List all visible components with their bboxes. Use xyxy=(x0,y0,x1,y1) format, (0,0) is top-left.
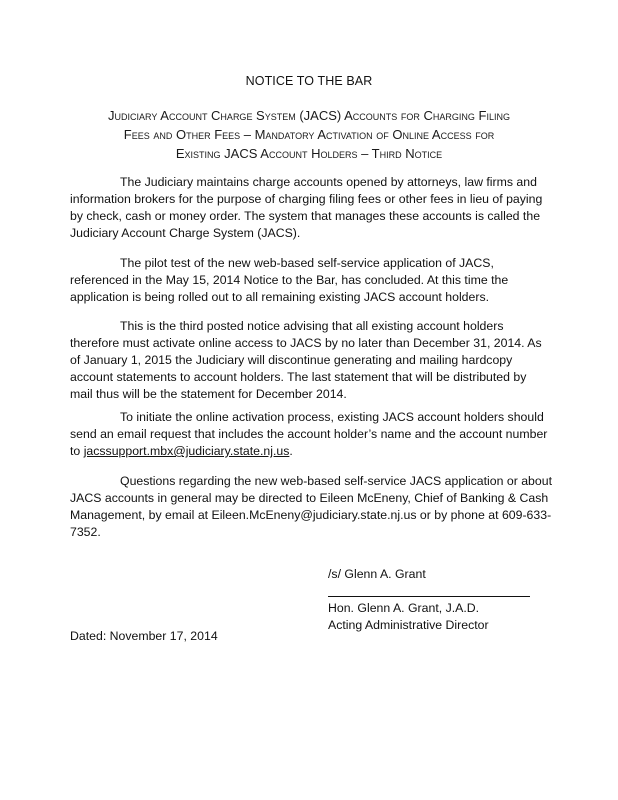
paragraph-charge-accounts: The Judiciary maintains charge accounts opened by attorneys, law firms and information brokers for the purpose of charging filing fees or other fees in lieu of paying by check, cash or money order. The system that manages these accounts is called the Judiciary Account Charge System (JACS). xyxy=(70,175,543,240)
activation-end: . xyxy=(289,444,293,458)
title-line-2: Fees and Other Fees – Mandatory Activation of Online Access for xyxy=(123,127,495,142)
paragraph-activation xyxy=(70,409,552,460)
paragraph-pilot-test: The pilot test of the new web-based self-service application of JACS, referenced in the May 15, 2014 Notice to the Bar, has concluded. At this time the application is being rolled out to all remaining existing JACS account holders. xyxy=(70,256,509,304)
signature-rule xyxy=(328,596,530,597)
paragraph-third-notice: This is the third posted notice advising that all existing account holders therefore must activate online access to JACS by no later than December 31, 2014. As of January 1, 2015 the Judiciary will discontinue generating and mailing hardcopy account statements to account holders. The last statement that will be distributed by mail thus will be the statement for December 2014. xyxy=(70,319,542,401)
title-line-3: Existing JACS Account Holders – Third Notice xyxy=(175,146,443,161)
signature-name: Hon. Glenn A. Grant, J.A.D. xyxy=(328,601,480,615)
paragraph-questions: Questions regarding the new web-based self-service JACS application or about JACS accounts in general may be directed to Eileen McEneny, Chief of Banking & Cash Management, by email at Eileen.McEneny@judiciary.state.nj.us or by phone at 609-633-7352. xyxy=(70,474,552,539)
notice-title xyxy=(70,106,548,163)
title-line-1: Judiciary Account Charge System (JACS) Accounts for Charging Filing xyxy=(108,108,510,123)
dated-line: Dated: November 17, 2014 xyxy=(70,629,218,643)
notice-heading: NOTICE TO THE BAR xyxy=(245,74,373,88)
activation-text: To initiate the online activation process, existing JACS account holders should send an email request that includes the account holder’s name and the account number to xyxy=(70,410,548,458)
signature-title: Acting Administrative Director xyxy=(328,618,489,632)
jacs-support-email-link[interactable]: jacssupport.mbx@judiciary.state.nj.us xyxy=(83,444,290,458)
signature-s-line: /s/ Glenn A. Grant xyxy=(328,567,426,581)
